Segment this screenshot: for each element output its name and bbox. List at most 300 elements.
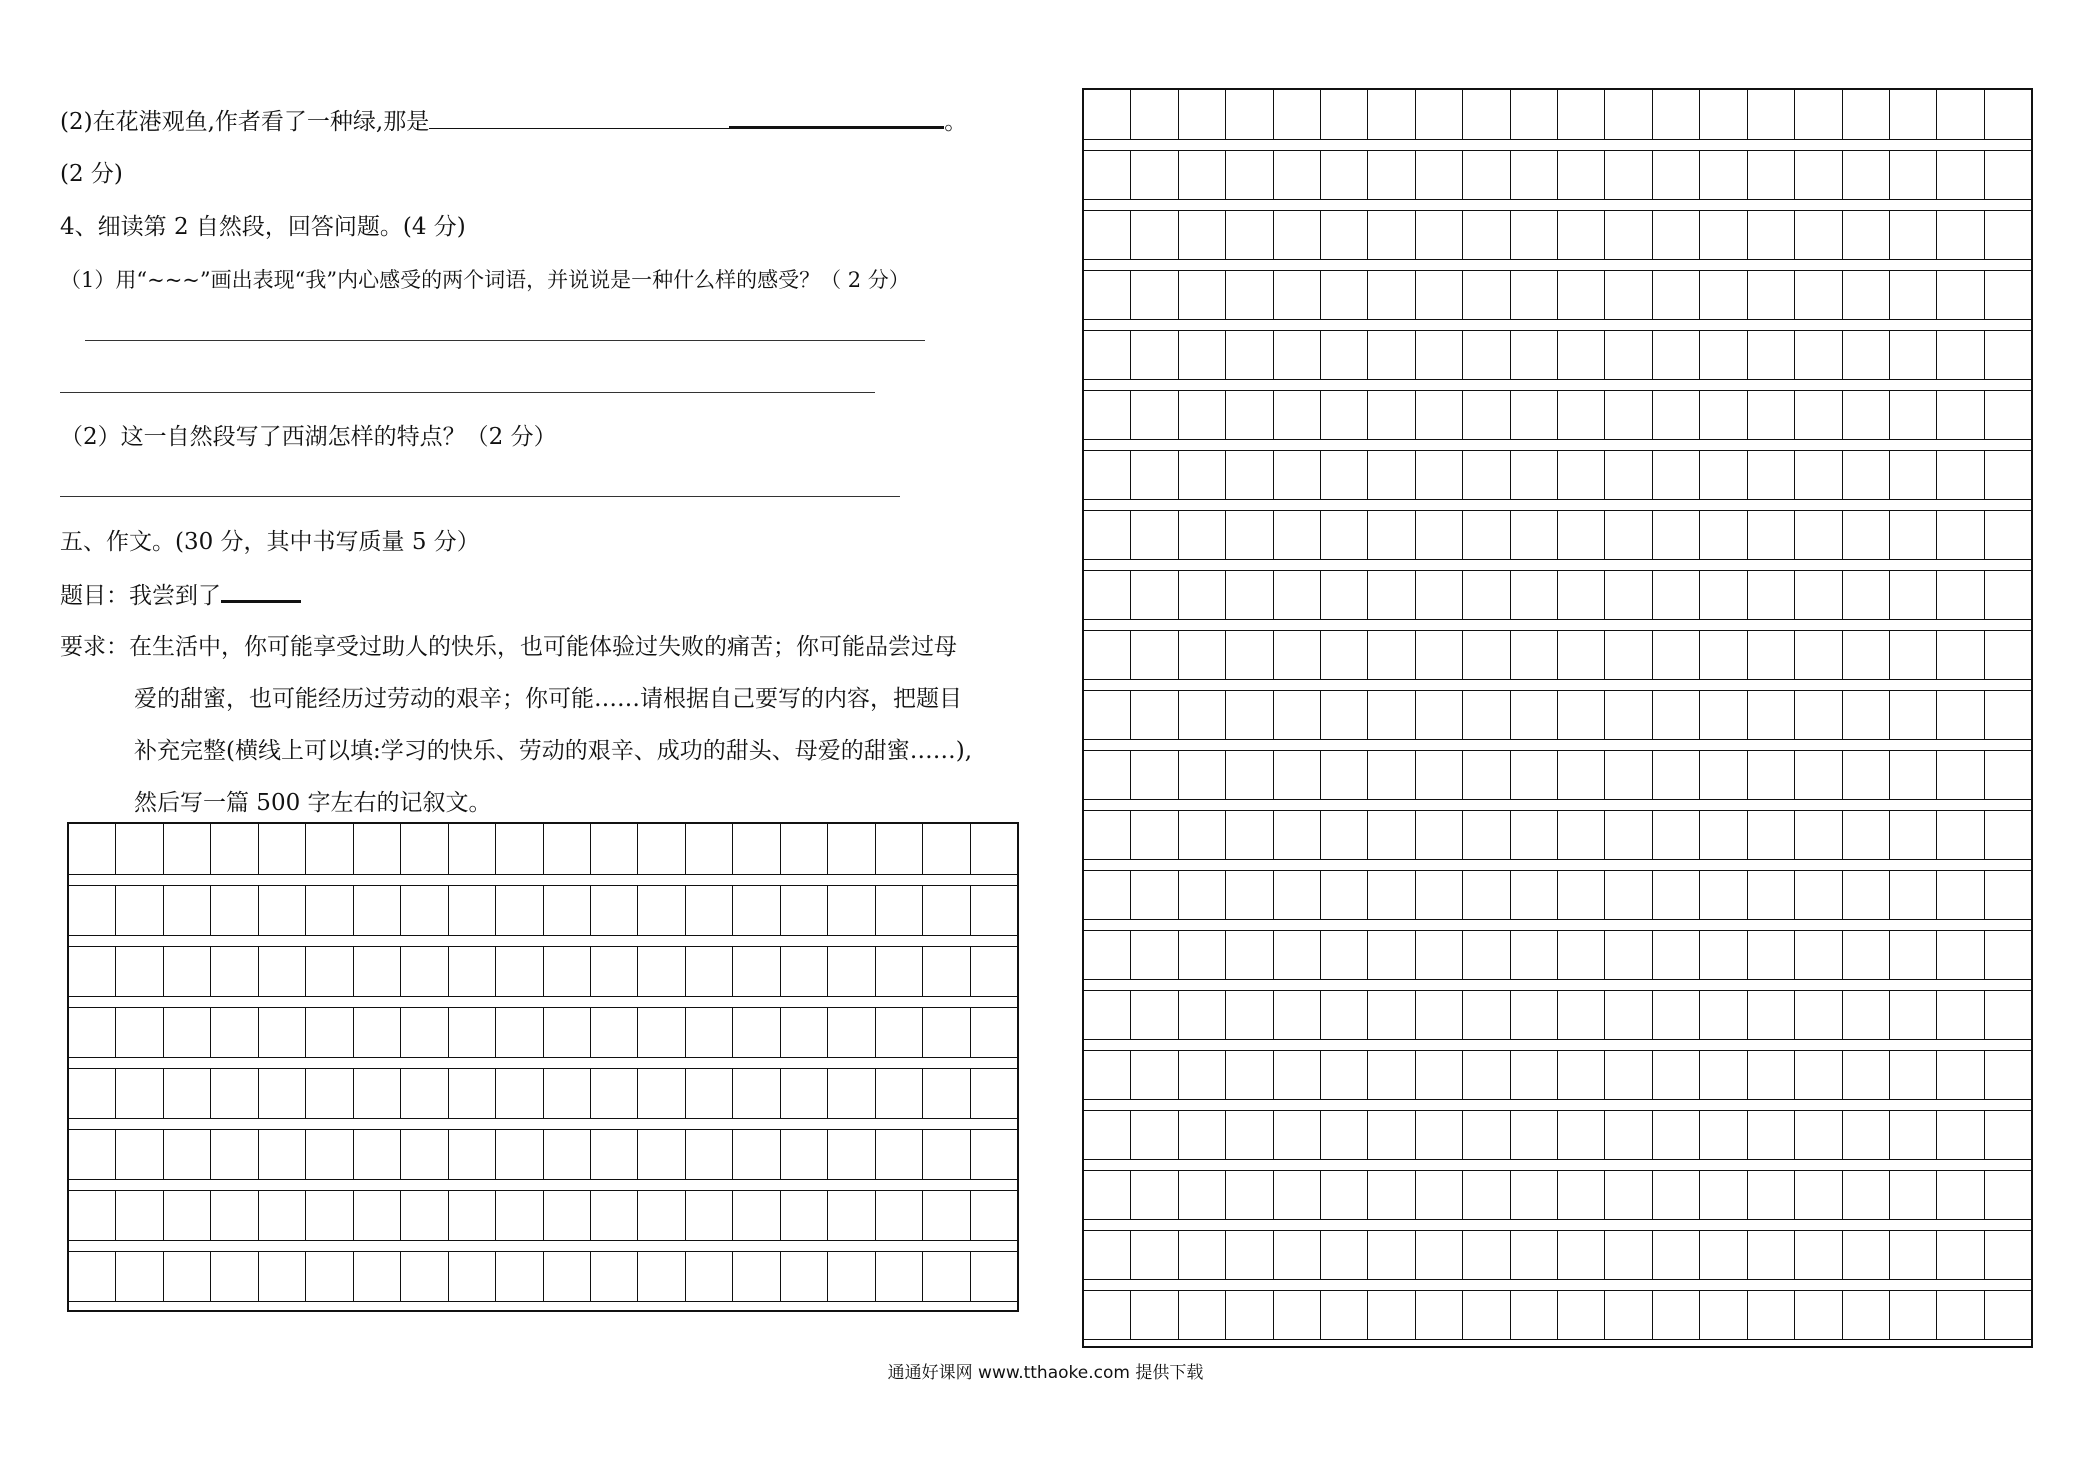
grid-cell[interactable] <box>1511 1051 1558 1099</box>
grid-cell[interactable] <box>1653 511 1700 559</box>
grid-cell[interactable] <box>1321 1171 1368 1219</box>
grid-cell[interactable] <box>1511 511 1558 559</box>
grid-cell[interactable] <box>1511 1231 1558 1279</box>
grid-cell[interactable] <box>1558 1171 1605 1219</box>
grid-cell[interactable] <box>638 1191 685 1240</box>
grid-cell[interactable] <box>1795 271 1842 319</box>
grid-cell[interactable] <box>876 1069 923 1118</box>
grid-cell[interactable] <box>876 947 923 996</box>
grid-cell[interactable] <box>1890 1111 1937 1159</box>
grid-cell[interactable] <box>1890 1291 1937 1339</box>
grid-cell[interactable] <box>69 1069 116 1118</box>
grid-cell[interactable] <box>1748 451 1795 499</box>
grid-cell[interactable] <box>1084 931 1131 979</box>
grid-cell[interactable] <box>259 886 306 935</box>
grid-cell[interactable] <box>1890 90 1937 139</box>
grid-cell[interactable] <box>211 1191 258 1240</box>
grid-cell[interactable] <box>449 947 496 996</box>
grid-cell[interactable] <box>1985 1111 2031 1159</box>
grid-cell[interactable] <box>1748 151 1795 199</box>
grid-cell[interactable] <box>544 1008 591 1057</box>
grid-cell[interactable] <box>306 1191 353 1240</box>
grid-cell[interactable] <box>1511 631 1558 679</box>
grid-cell[interactable] <box>496 1008 543 1057</box>
grid-cell[interactable] <box>1368 511 1415 559</box>
grid-cell[interactable] <box>1131 871 1178 919</box>
grid-cell[interactable] <box>164 947 211 996</box>
grid-cell[interactable] <box>1463 90 1510 139</box>
grid-cell[interactable] <box>781 1008 828 1057</box>
grid-cell[interactable] <box>591 886 638 935</box>
grid-cell[interactable] <box>496 1252 543 1301</box>
grid-cell[interactable] <box>1463 871 1510 919</box>
grid-cell[interactable] <box>1558 991 1605 1039</box>
grid-cell[interactable] <box>1511 1291 1558 1339</box>
grid-cell[interactable] <box>1321 811 1368 859</box>
grid-cell[interactable] <box>1937 571 1984 619</box>
grid-cell[interactable] <box>1321 631 1368 679</box>
grid-cell[interactable] <box>1179 151 1226 199</box>
grid-cell[interactable] <box>828 824 875 874</box>
grid-cell[interactable] <box>1605 1051 1652 1099</box>
grid-cell[interactable] <box>164 1130 211 1179</box>
grid-cell[interactable] <box>1274 991 1321 1039</box>
grid-cell[interactable] <box>1558 571 1605 619</box>
grid-cell[interactable] <box>1937 811 1984 859</box>
grid-cell[interactable] <box>1416 691 1463 739</box>
grid-cell[interactable] <box>1795 151 1842 199</box>
grid-cell[interactable] <box>1131 1231 1178 1279</box>
grid-cell[interactable] <box>1937 211 1984 259</box>
grid-cell[interactable] <box>1843 90 1890 139</box>
grid-cell[interactable] <box>1179 331 1226 379</box>
grid-cell[interactable] <box>1843 571 1890 619</box>
grid-cell[interactable] <box>1274 1111 1321 1159</box>
grid-cell[interactable] <box>1890 1051 1937 1099</box>
grid-cell[interactable] <box>1700 751 1747 799</box>
grid-cell[interactable] <box>1605 1291 1652 1339</box>
grid-cell[interactable] <box>1321 1051 1368 1099</box>
grid-cell[interactable] <box>449 1130 496 1179</box>
grid-cell[interactable] <box>1368 1051 1415 1099</box>
grid-cell[interactable] <box>1274 1291 1321 1339</box>
grid-cell[interactable] <box>1321 331 1368 379</box>
grid-cell[interactable] <box>1937 1111 1984 1159</box>
grid-cell[interactable] <box>686 1130 733 1179</box>
grid-cell[interactable] <box>1511 811 1558 859</box>
grid-cell[interactable] <box>401 1069 448 1118</box>
grid-cell[interactable] <box>1368 691 1415 739</box>
grid-cell[interactable] <box>1321 211 1368 259</box>
grid-cell[interactable] <box>1274 331 1321 379</box>
grid-cell[interactable] <box>923 1069 970 1118</box>
grid-cell[interactable] <box>1843 871 1890 919</box>
grid-cell[interactable] <box>1700 331 1747 379</box>
grid-cell[interactable] <box>1368 1171 1415 1219</box>
grid-cell[interactable] <box>164 1252 211 1301</box>
grid-cell[interactable] <box>1416 871 1463 919</box>
grid-cell[interactable] <box>544 1191 591 1240</box>
grid-cell[interactable] <box>1463 631 1510 679</box>
grid-cell[interactable] <box>1795 811 1842 859</box>
grid-cell[interactable] <box>164 1008 211 1057</box>
grid-cell[interactable] <box>69 1008 116 1057</box>
grid-cell[interactable] <box>496 1069 543 1118</box>
grid-cell[interactable] <box>1937 90 1984 139</box>
grid-cell[interactable] <box>1843 391 1890 439</box>
grid-cell[interactable] <box>1416 811 1463 859</box>
grid-cell[interactable] <box>1937 1231 1984 1279</box>
grid-cell[interactable] <box>1131 751 1178 799</box>
grid-cell[interactable] <box>401 886 448 935</box>
grid-cell[interactable] <box>1463 1231 1510 1279</box>
grid-cell[interactable] <box>1463 391 1510 439</box>
grid-cell[interactable] <box>1890 871 1937 919</box>
grid-cell[interactable] <box>1463 1291 1510 1339</box>
grid-cell[interactable] <box>259 947 306 996</box>
essay-title-blank[interactable] <box>221 580 301 603</box>
grid-cell[interactable] <box>116 1191 163 1240</box>
grid-cell[interactable] <box>116 1008 163 1057</box>
grid-cell[interactable] <box>259 824 306 874</box>
grid-cell[interactable] <box>1748 631 1795 679</box>
grid-cell[interactable] <box>1368 751 1415 799</box>
grid-cell[interactable] <box>781 824 828 874</box>
grid-cell[interactable] <box>306 1252 353 1301</box>
grid-cell[interactable] <box>1937 331 1984 379</box>
grid-cell[interactable] <box>1605 871 1652 919</box>
grid-cell[interactable] <box>1274 451 1321 499</box>
grid-cell[interactable] <box>1368 391 1415 439</box>
grid-cell[interactable] <box>1226 1111 1273 1159</box>
grid-cell[interactable] <box>1748 871 1795 919</box>
grid-cell[interactable] <box>1700 691 1747 739</box>
grid-cell[interactable] <box>401 1130 448 1179</box>
answer-blank[interactable] <box>429 108 729 129</box>
grid-cell[interactable] <box>686 1252 733 1301</box>
grid-cell[interactable] <box>1321 151 1368 199</box>
grid-cell[interactable] <box>354 1008 401 1057</box>
grid-cell[interactable] <box>1131 1291 1178 1339</box>
grid-cell[interactable] <box>1653 991 1700 1039</box>
grid-cell[interactable] <box>1843 1051 1890 1099</box>
grid-cell[interactable] <box>1368 451 1415 499</box>
grid-cell[interactable] <box>211 824 258 874</box>
grid-cell[interactable] <box>1748 691 1795 739</box>
grid-cell[interactable] <box>1985 391 2031 439</box>
grid-cell[interactable] <box>1558 811 1605 859</box>
grid-cell[interactable] <box>828 1252 875 1301</box>
grid-cell[interactable] <box>306 1008 353 1057</box>
grid-cell[interactable] <box>1985 90 2031 139</box>
grid-cell[interactable] <box>638 824 685 874</box>
grid-cell[interactable] <box>1511 211 1558 259</box>
grid-cell[interactable] <box>1274 511 1321 559</box>
grid-cell[interactable] <box>1890 751 1937 799</box>
grid-cell[interactable] <box>1226 751 1273 799</box>
grid-cell[interactable] <box>1748 1231 1795 1279</box>
grid-cell[interactable] <box>1084 691 1131 739</box>
grid-cell[interactable] <box>1226 331 1273 379</box>
grid-cell[interactable] <box>876 1130 923 1179</box>
grid-cell[interactable] <box>686 886 733 935</box>
grid-cell[interactable] <box>971 1008 1017 1057</box>
grid-cell[interactable] <box>1368 90 1415 139</box>
grid-cell[interactable] <box>923 824 970 874</box>
grid-cell[interactable] <box>1463 751 1510 799</box>
grid-cell[interactable] <box>1653 1171 1700 1219</box>
grid-cell[interactable] <box>69 824 116 874</box>
grid-cell[interactable] <box>1463 271 1510 319</box>
grid-cell[interactable] <box>686 824 733 874</box>
grid-cell[interactable] <box>1511 991 1558 1039</box>
grid-cell[interactable] <box>1463 991 1510 1039</box>
grid-cell[interactable] <box>1084 271 1131 319</box>
grid-cell[interactable] <box>1890 451 1937 499</box>
grid-cell[interactable] <box>1700 151 1747 199</box>
grid-cell[interactable] <box>1321 691 1368 739</box>
grid-cell[interactable] <box>876 1252 923 1301</box>
grid-cell[interactable] <box>1416 1291 1463 1339</box>
grid-cell[interactable] <box>1558 151 1605 199</box>
grid-cell[interactable] <box>1321 391 1368 439</box>
grid-cell[interactable] <box>1700 90 1747 139</box>
grid-cell[interactable] <box>1416 631 1463 679</box>
grid-cell[interactable] <box>1748 1171 1795 1219</box>
grid-cell[interactable] <box>1795 1171 1842 1219</box>
grid-cell[interactable] <box>1605 511 1652 559</box>
grid-cell[interactable] <box>876 1191 923 1240</box>
grid-cell[interactable] <box>1084 871 1131 919</box>
grid-cell[interactable] <box>1795 931 1842 979</box>
grid-cell[interactable] <box>1937 151 1984 199</box>
grid-cell[interactable] <box>1605 90 1652 139</box>
grid-cell[interactable] <box>1795 1291 1842 1339</box>
grid-cell[interactable] <box>1084 151 1131 199</box>
grid-cell[interactable] <box>1084 451 1131 499</box>
grid-cell[interactable] <box>1890 211 1937 259</box>
grid-cell[interactable] <box>1937 931 1984 979</box>
grid-cell[interactable] <box>544 1252 591 1301</box>
grid-cell[interactable] <box>1700 1171 1747 1219</box>
grid-cell[interactable] <box>306 824 353 874</box>
grid-cell[interactable] <box>1368 331 1415 379</box>
grid-cell[interactable] <box>1131 1111 1178 1159</box>
grid-cell[interactable] <box>116 1069 163 1118</box>
grid-cell[interactable] <box>1179 451 1226 499</box>
grid-cell[interactable] <box>1226 811 1273 859</box>
grid-cell[interactable] <box>1558 631 1605 679</box>
grid-cell[interactable] <box>1179 931 1226 979</box>
grid-cell[interactable] <box>1274 811 1321 859</box>
grid-cell[interactable] <box>1653 391 1700 439</box>
grid-cell[interactable] <box>1321 90 1368 139</box>
grid-cell[interactable] <box>1795 1111 1842 1159</box>
grid-cell[interactable] <box>1321 871 1368 919</box>
grid-cell[interactable] <box>1226 451 1273 499</box>
grid-cell[interactable] <box>211 947 258 996</box>
grid-cell[interactable] <box>496 1130 543 1179</box>
grid-cell[interactable] <box>1463 571 1510 619</box>
grid-cell[interactable] <box>1558 1291 1605 1339</box>
grid-cell[interactable] <box>1605 751 1652 799</box>
grid-cell[interactable] <box>1937 511 1984 559</box>
grid-cell[interactable] <box>1131 691 1178 739</box>
grid-cell[interactable] <box>1463 811 1510 859</box>
grid-cell[interactable] <box>1321 271 1368 319</box>
grid-cell[interactable] <box>1795 751 1842 799</box>
grid-cell[interactable] <box>401 1191 448 1240</box>
grid-cell[interactable] <box>1890 151 1937 199</box>
grid-cell[interactable] <box>733 947 780 996</box>
grid-cell[interactable] <box>923 1252 970 1301</box>
grid-cell[interactable] <box>354 1252 401 1301</box>
grid-cell[interactable] <box>1463 691 1510 739</box>
grid-cell[interactable] <box>1795 391 1842 439</box>
grid-cell[interactable] <box>1463 511 1510 559</box>
grid-cell[interactable] <box>1843 751 1890 799</box>
grid-cell[interactable] <box>1605 211 1652 259</box>
grid-cell[interactable] <box>1131 1051 1178 1099</box>
grid-cell[interactable] <box>1843 331 1890 379</box>
grid-cell[interactable] <box>496 886 543 935</box>
answer-blank-bold[interactable] <box>729 106 944 129</box>
grid-cell[interactable] <box>401 824 448 874</box>
grid-cell[interactable] <box>828 1130 875 1179</box>
grid-cell[interactable] <box>1558 331 1605 379</box>
grid-cell[interactable] <box>1274 1171 1321 1219</box>
grid-cell[interactable] <box>164 886 211 935</box>
grid-cell[interactable] <box>1226 1291 1273 1339</box>
grid-cell[interactable] <box>1131 811 1178 859</box>
grid-cell[interactable] <box>1084 391 1131 439</box>
grid-cell[interactable] <box>591 1008 638 1057</box>
grid-cell[interactable] <box>1890 811 1937 859</box>
grid-cell[interactable] <box>1558 391 1605 439</box>
grid-cell[interactable] <box>1937 691 1984 739</box>
grid-cell[interactable] <box>1511 691 1558 739</box>
grid-cell[interactable] <box>1795 1051 1842 1099</box>
grid-cell[interactable] <box>1084 1231 1131 1279</box>
grid-cell[interactable] <box>449 824 496 874</box>
grid-cell[interactable] <box>306 1130 353 1179</box>
grid-cell[interactable] <box>638 886 685 935</box>
grid-cell[interactable] <box>1226 1171 1273 1219</box>
grid-cell[interactable] <box>1274 90 1321 139</box>
grid-cell[interactable] <box>1843 691 1890 739</box>
grid-cell[interactable] <box>1511 1111 1558 1159</box>
grid-cell[interactable] <box>1416 1051 1463 1099</box>
grid-cell[interactable] <box>1416 511 1463 559</box>
grid-cell[interactable] <box>1321 1111 1368 1159</box>
grid-cell[interactable] <box>1985 991 2031 1039</box>
grid-cell[interactable] <box>306 886 353 935</box>
grid-cell[interactable] <box>1131 1171 1178 1219</box>
grid-cell[interactable] <box>1179 211 1226 259</box>
grid-cell[interactable] <box>1890 271 1937 319</box>
grid-cell[interactable] <box>1843 1231 1890 1279</box>
grid-cell[interactable] <box>1700 211 1747 259</box>
grid-cell[interactable] <box>781 1130 828 1179</box>
grid-cell[interactable] <box>354 886 401 935</box>
grid-cell[interactable] <box>1748 511 1795 559</box>
grid-cell[interactable] <box>1937 271 1984 319</box>
grid-cell[interactable] <box>1748 1111 1795 1159</box>
grid-cell[interactable] <box>69 1252 116 1301</box>
grid-cell[interactable] <box>686 1008 733 1057</box>
grid-cell[interactable] <box>923 1008 970 1057</box>
grid-cell[interactable] <box>1937 1051 1984 1099</box>
grid-cell[interactable] <box>1985 931 2031 979</box>
grid-cell[interactable] <box>1795 90 1842 139</box>
grid-cell[interactable] <box>1226 511 1273 559</box>
grid-cell[interactable] <box>1368 151 1415 199</box>
grid-cell[interactable] <box>1084 331 1131 379</box>
grid-cell[interactable] <box>544 1130 591 1179</box>
grid-cell[interactable] <box>306 1069 353 1118</box>
grid-cell[interactable] <box>164 1191 211 1240</box>
grid-cell[interactable] <box>116 824 163 874</box>
grid-cell[interactable] <box>449 886 496 935</box>
grid-cell[interactable] <box>1700 1231 1747 1279</box>
grid-cell[interactable] <box>1131 631 1178 679</box>
grid-cell[interactable] <box>1653 211 1700 259</box>
grid-cell[interactable] <box>1179 991 1226 1039</box>
grid-cell[interactable] <box>1890 571 1937 619</box>
grid-cell[interactable] <box>496 1191 543 1240</box>
grid-cell[interactable] <box>828 1191 875 1240</box>
grid-cell[interactable] <box>544 824 591 874</box>
grid-cell[interactable] <box>971 1191 1017 1240</box>
answer-line-2[interactable] <box>60 392 875 393</box>
grid-cell[interactable] <box>1084 751 1131 799</box>
grid-cell[interactable] <box>1274 691 1321 739</box>
grid-cell[interactable] <box>1748 811 1795 859</box>
grid-cell[interactable] <box>1463 331 1510 379</box>
grid-cell[interactable] <box>1653 751 1700 799</box>
grid-cell[interactable] <box>1084 571 1131 619</box>
grid-cell[interactable] <box>1368 271 1415 319</box>
grid-cell[interactable] <box>1605 451 1652 499</box>
grid-cell[interactable] <box>591 1130 638 1179</box>
grid-cell[interactable] <box>1843 811 1890 859</box>
grid-cell[interactable] <box>1416 151 1463 199</box>
grid-cell[interactable] <box>781 947 828 996</box>
grid-cell[interactable] <box>1937 1171 1984 1219</box>
grid-cell[interactable] <box>1558 691 1605 739</box>
grid-cell[interactable] <box>1605 331 1652 379</box>
grid-cell[interactable] <box>591 824 638 874</box>
grid-cell[interactable] <box>164 824 211 874</box>
grid-cell[interactable] <box>1321 931 1368 979</box>
grid-cell[interactable] <box>1416 1111 1463 1159</box>
grid-cell[interactable] <box>923 947 970 996</box>
grid-cell[interactable] <box>1700 451 1747 499</box>
grid-cell[interactable] <box>1274 571 1321 619</box>
grid-cell[interactable] <box>1700 391 1747 439</box>
grid-cell[interactable] <box>876 1008 923 1057</box>
grid-cell[interactable] <box>1463 151 1510 199</box>
grid-cell[interactable] <box>1700 631 1747 679</box>
grid-cell[interactable] <box>971 886 1017 935</box>
grid-cell[interactable] <box>1748 991 1795 1039</box>
grid-cell[interactable] <box>259 1191 306 1240</box>
grid-cell[interactable] <box>1890 1231 1937 1279</box>
grid-cell[interactable] <box>1416 1231 1463 1279</box>
grid-cell[interactable] <box>1700 1291 1747 1339</box>
grid-cell[interactable] <box>1179 1051 1226 1099</box>
grid-cell[interactable] <box>1511 90 1558 139</box>
